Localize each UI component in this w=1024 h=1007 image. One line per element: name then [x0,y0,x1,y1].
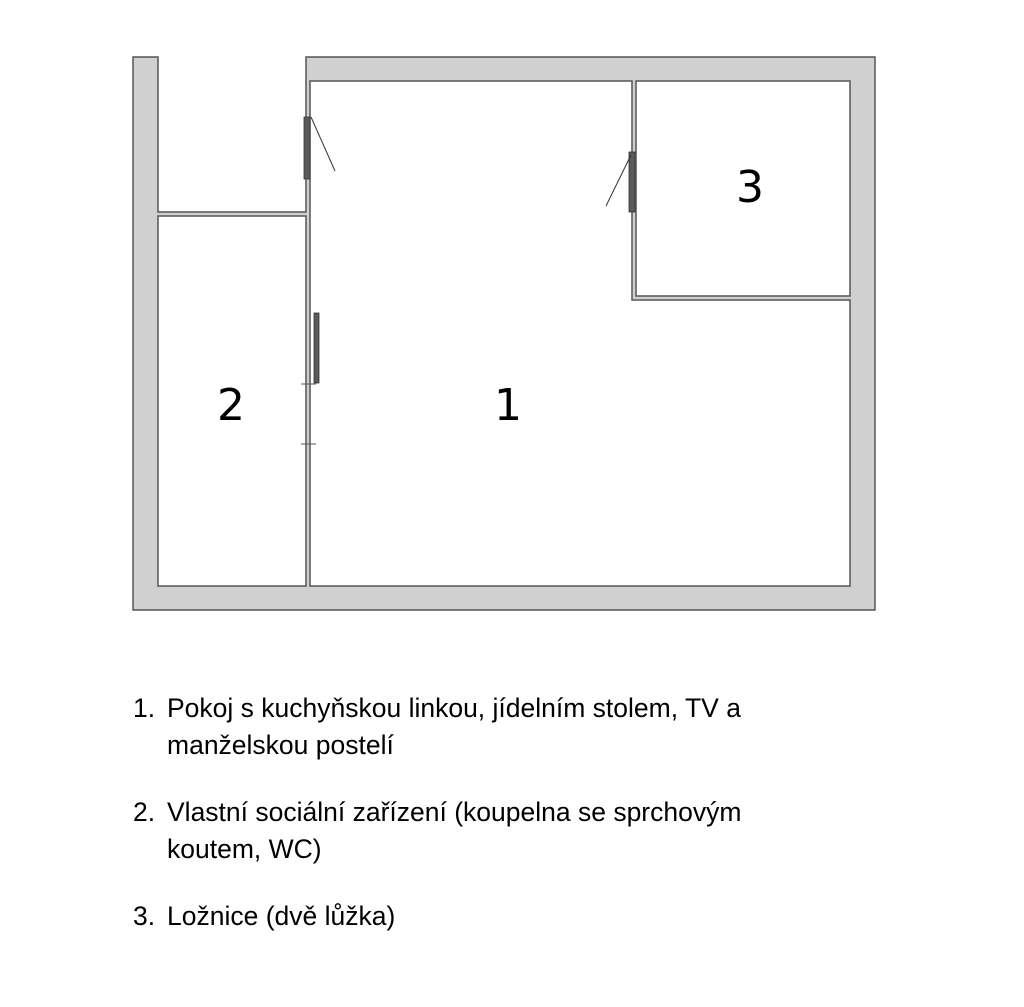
legend-item-2 [133,794,933,868]
legend-text: Ložnice (dvě lůžka) [167,901,396,931]
door-swing-line [606,155,631,206]
legend-number: 1. [133,693,156,723]
door-room-1-entrance [304,117,310,179]
door-swing-line [311,117,335,171]
legend [133,690,933,965]
outer-wall [133,57,875,610]
legend-item-1 [133,690,933,764]
legend-text: Pokoj s kuchyňskou linkou, jídelním stolem, TV a manželskou postelí [167,693,741,760]
legend-text: Vlastní sociální zařízení (koupelna se sprchovým koutem, WC) [167,797,742,864]
room-number-2: 2 [217,380,245,431]
room-number-3: 3 [736,162,764,213]
door-room-3 [629,152,635,212]
walls [133,57,875,610]
legend-number: 3. [133,901,156,931]
doors [301,117,635,444]
legend-item-3 [133,898,933,935]
sliding-door-room-2 [314,313,319,383]
legend-number: 2. [133,797,156,827]
room-number-1: 1 [494,380,522,431]
